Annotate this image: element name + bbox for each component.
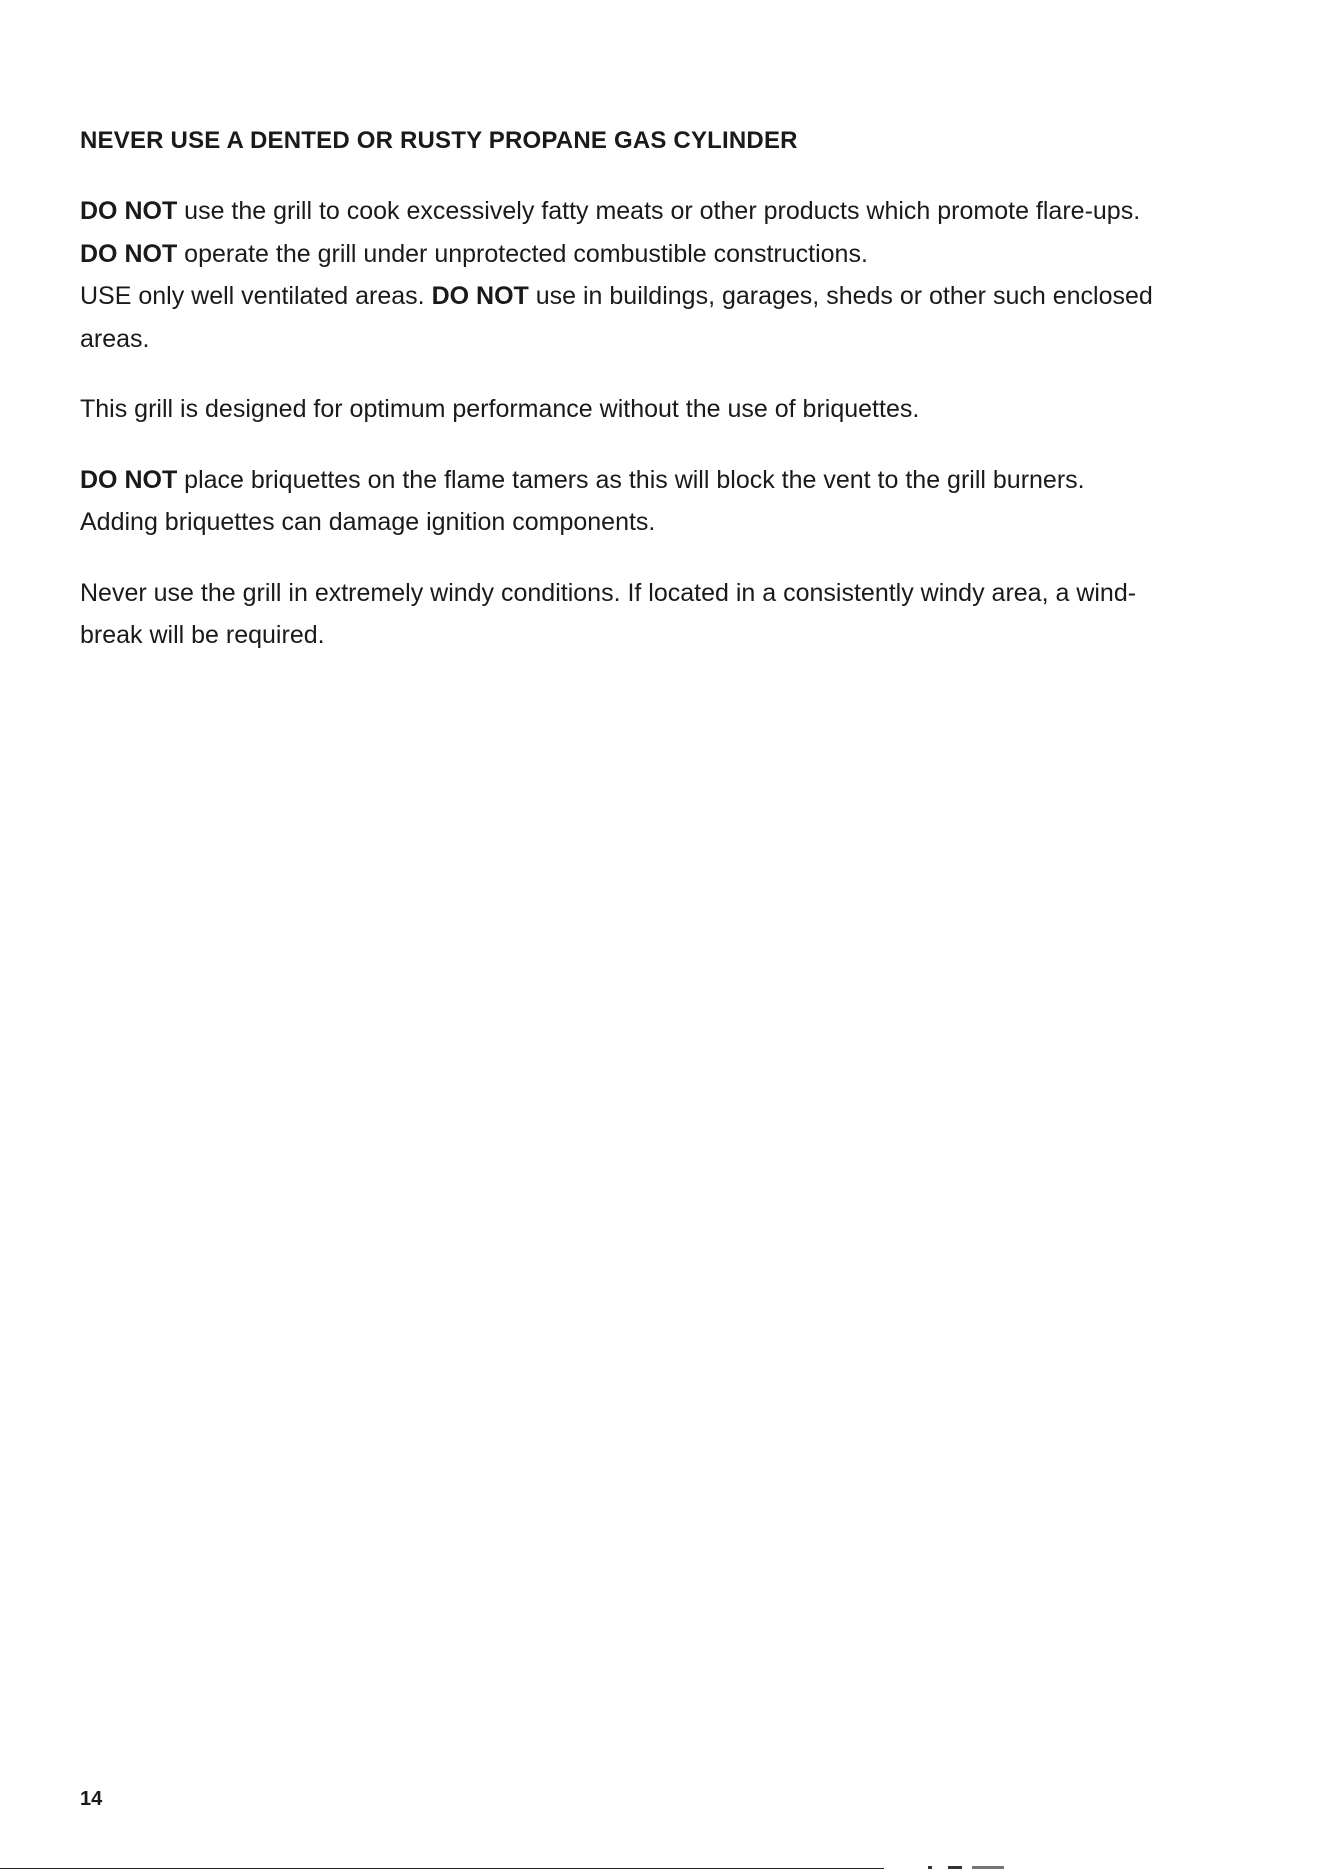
- do-not-emphasis: DO NOT: [80, 239, 178, 268]
- wind-warning-paragraph: [80, 572, 1260, 657]
- do-not-emphasis: DO NOT: [80, 197, 178, 225]
- instruction-text: place briquettes on the flame tamers as this will block the vent to the grill burners.: [177, 465, 1085, 494]
- briquettes-warning-paragraph: [80, 459, 1260, 544]
- instruction-text: USE only well ventilated areas.: [80, 282, 432, 310]
- bottom-divider: [0, 1868, 884, 1869]
- briquettes-design-paragraph: [80, 388, 1260, 431]
- wind-line-2: break will be required.: [80, 621, 325, 649]
- safety-instructions-paragraph: [80, 190, 1260, 360]
- instruction-line-ventilation: [80, 275, 1260, 318]
- instruction-text: use the grill to cook excessively fatty meats or other products which promote flare-ups.: [177, 197, 1141, 225]
- instruction-text: use in buildings, garages, sheds or other such enclosed: [528, 282, 1153, 310]
- do-not-emphasis: DO NOT: [431, 282, 529, 310]
- page-content: [80, 120, 1260, 685]
- page-number: 14: [80, 1788, 103, 1810]
- warning-heading: NEVER USE A DENTED OR RUSTY PROPANE GAS CYLINDER: [80, 127, 798, 154]
- instruction-line-fatty-meats: [80, 190, 1260, 233]
- bottom-edge-mark: [948, 1866, 962, 1869]
- briquettes-line-flame-tamers: [80, 459, 1260, 502]
- instruction-line-combustible: [80, 233, 1260, 276]
- do-not-emphasis: DO NOT: [80, 465, 178, 494]
- bottom-edge-mark: [972, 1866, 1004, 1869]
- design-line: This grill is designed for optimum performance without the use of briquettes.: [80, 395, 920, 423]
- instruction-text: operate the grill under unprotected combustible constructions.: [177, 239, 868, 268]
- bottom-edge-mark: [928, 1866, 932, 1869]
- briquettes-line-ignition: Adding briquettes can damage ignition components.: [80, 508, 656, 536]
- wind-line-1: Never use the grill in extremely windy conditions. If located in a consistently windy area, a wind-: [80, 578, 1137, 607]
- instruction-line-areas: areas.: [80, 324, 150, 353]
